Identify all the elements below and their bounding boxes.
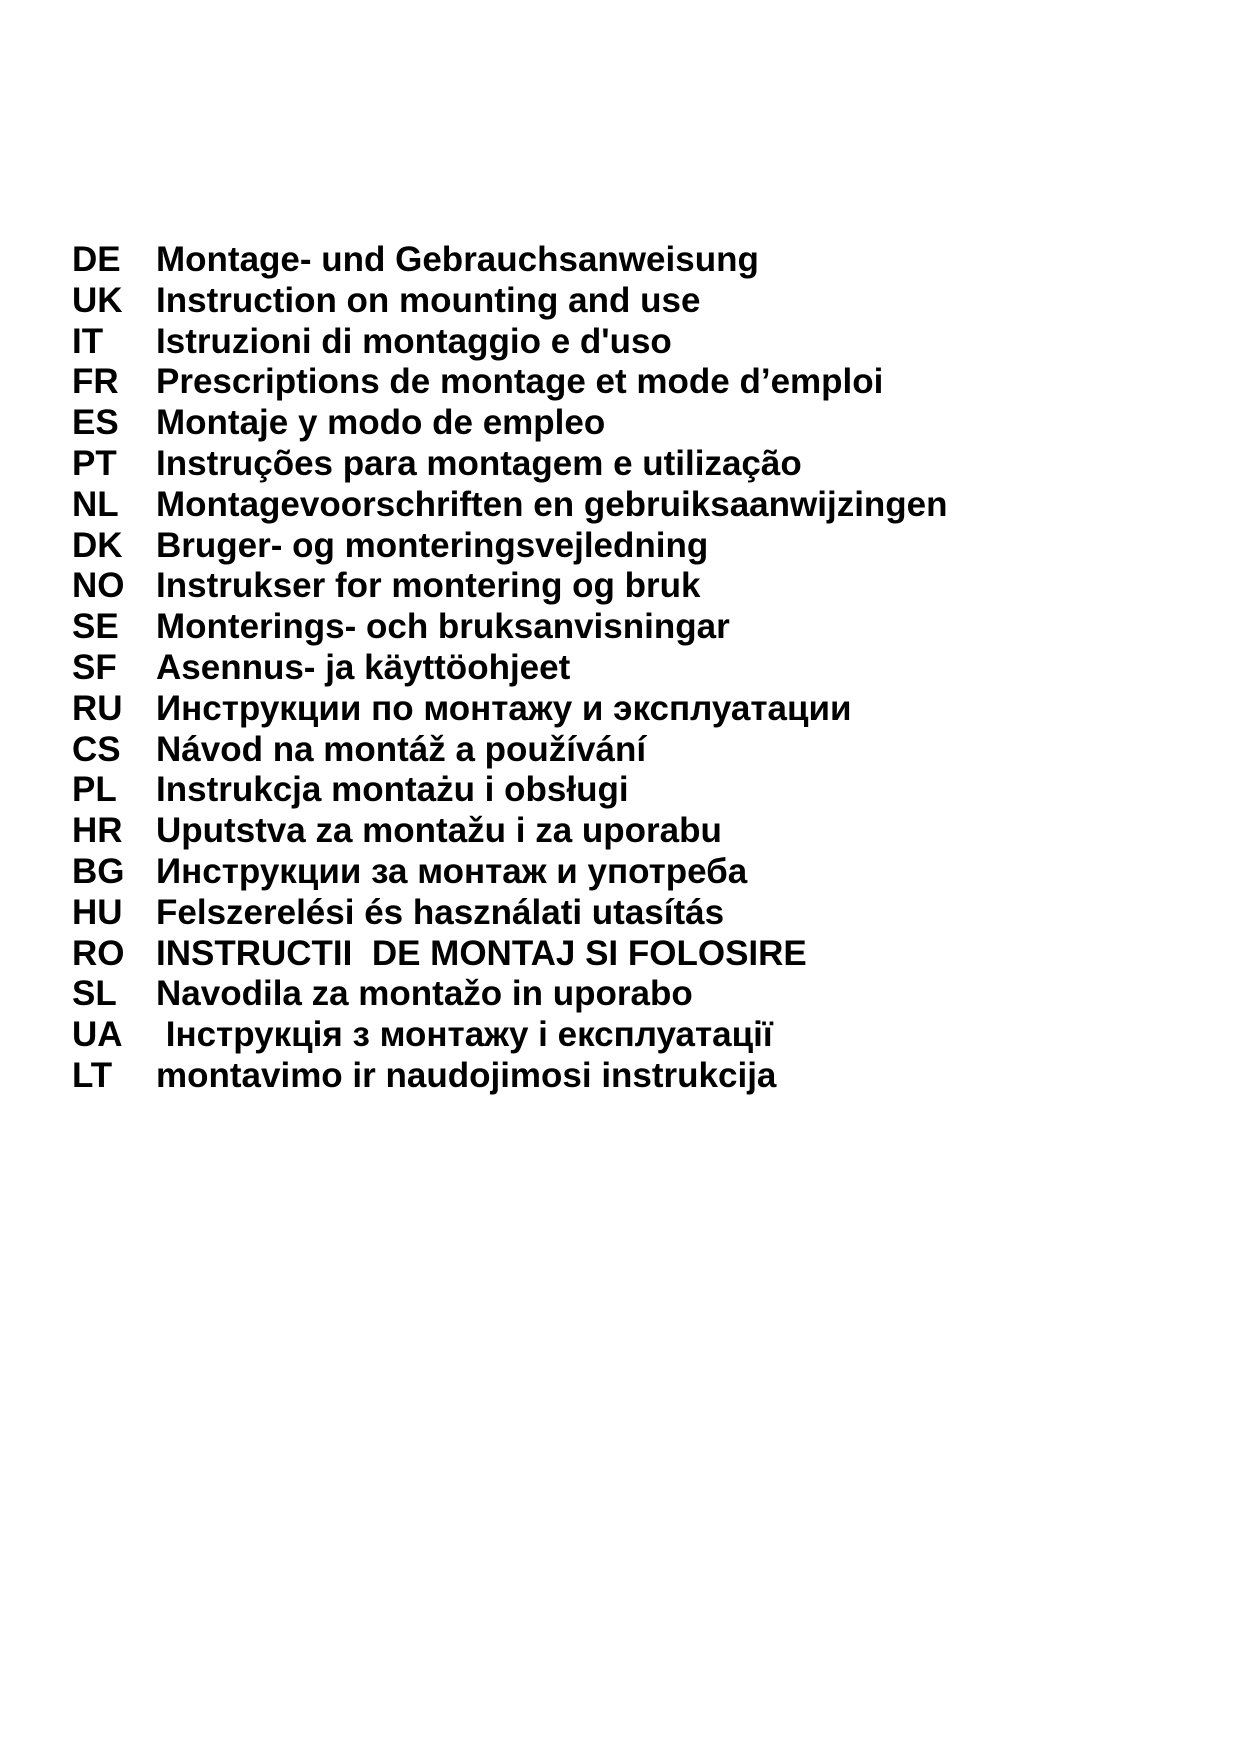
language-row-dk (72, 526, 1172, 567)
language-code: DK (72, 525, 123, 565)
language-row-it (72, 322, 1172, 363)
language-list (72, 240, 1172, 1097)
language-code: SL (72, 974, 117, 1014)
language-code: RU (72, 688, 123, 728)
language-row-ro (72, 934, 1172, 975)
language-title: Инструкции по монтажу и эксплуатации (156, 688, 852, 728)
language-code: ES (72, 403, 119, 443)
language-row-pl (72, 770, 1172, 811)
language-title: montavimo ir naudojimosi instrukcija (156, 1055, 777, 1095)
language-title: Monterings- och bruksanvisningar (156, 607, 730, 647)
language-title: Prescriptions de montage et mode d’emploi (156, 362, 884, 402)
language-row-cs (72, 730, 1172, 771)
language-row-sl (72, 974, 1172, 1015)
language-title: Uputstva za montažu i za uporabu (156, 811, 722, 851)
language-code: HU (72, 892, 123, 932)
language-title: Montaje y modo de empleo (156, 403, 606, 443)
language-row-pt (72, 444, 1172, 485)
language-title: Instrukcja montażu i obsługi (156, 770, 629, 810)
language-code: BG (72, 851, 125, 891)
language-title: Bruger- og monteringsvejledning (156, 525, 709, 565)
language-code: DE (72, 240, 121, 279)
language-row-de (72, 240, 1172, 281)
language-row-es (72, 403, 1172, 444)
language-row-sf (72, 648, 1172, 689)
language-row-hr (72, 811, 1172, 852)
language-code: NL (72, 484, 119, 524)
language-title: Instruction on mounting and use (156, 280, 701, 320)
language-code: RO (72, 933, 125, 973)
language-row-ua (72, 1015, 1172, 1056)
language-title: Instruções para montagem e utilização (156, 443, 802, 483)
language-title: Montage- und Gebrauchsanweisung (156, 240, 759, 279)
language-row-nl (72, 485, 1172, 526)
language-code: UA (72, 1015, 123, 1055)
language-code: UK (72, 280, 123, 320)
language-title: Felszerelési és használati utasítás (156, 892, 725, 932)
language-code: PL (72, 770, 117, 810)
language-code: SF (72, 647, 117, 687)
language-row-lt (72, 1056, 1172, 1097)
language-code: SE (72, 607, 119, 647)
language-row-ru (72, 689, 1172, 730)
language-code: FR (72, 362, 119, 402)
language-code: PT (72, 443, 117, 483)
language-row-hu (72, 893, 1172, 934)
language-title: Montagevoorschriften en gebruiksaanwijzingen (156, 484, 948, 524)
language-code: IT (72, 321, 104, 361)
language-row-se (72, 607, 1172, 648)
language-code: LT (72, 1055, 113, 1095)
language-row-fr (72, 362, 1172, 403)
language-row-no (72, 566, 1172, 607)
language-title: Инструкции за монтаж и употреба (156, 851, 748, 891)
language-code: CS (72, 729, 121, 769)
language-title: Asennus- ja käyttöohjeet (156, 647, 571, 687)
language-title: Istruzioni di montaggio e d'uso (156, 321, 672, 361)
language-title: Інструкція з монтажу і експлуатації (156, 1015, 773, 1055)
language-title: INSTRUCTII DE MONTAJ SI FOLOSIRE (156, 933, 807, 973)
language-title: Instrukser for montering og bruk (156, 566, 701, 606)
language-code: NO (72, 566, 125, 606)
language-code: HR (72, 811, 123, 851)
language-title: Návod na montáž a používání (156, 729, 647, 769)
language-row-uk (72, 281, 1172, 322)
language-row-bg (72, 852, 1172, 893)
language-title: Navodila za montažo in uporabo (156, 974, 693, 1014)
